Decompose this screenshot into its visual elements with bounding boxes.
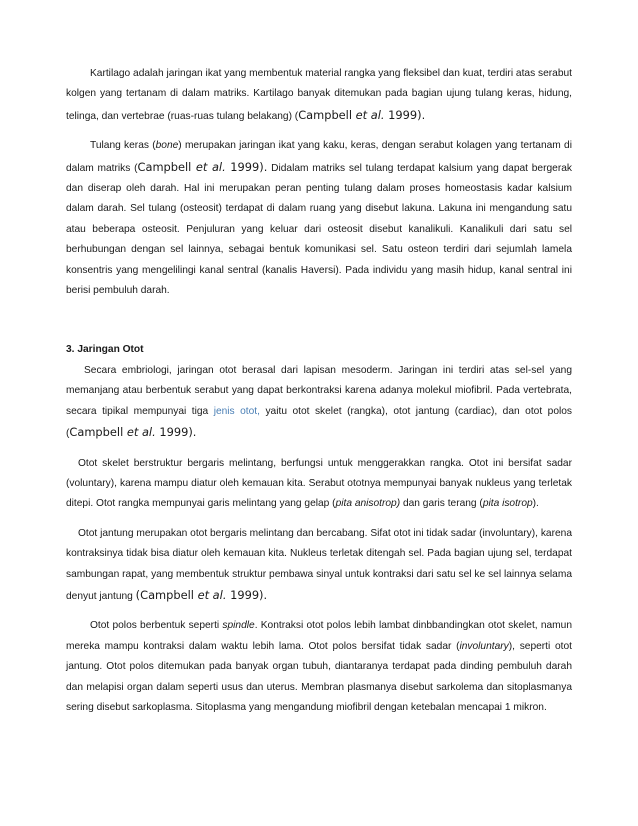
term-pita-isotrop: pita isotrop (482, 498, 533, 510)
paragraph-otot-jantung: Otot jantung merupakan otot bergaris melintang dan bercabang. Sifat otot ini tidak sadar (involuntary), karena kontraksinya tidak bisa diatur oleh kemauan kita. Nukleus terletak ditengah sel. Pada bagian ujung sel, terdapat sambungan rapat, yang membentuk struktur pembawa sinyal untuk kontraksi dari satu sel ke sel lainnya selama denyut jantung (Campbell et al. 1999). (66, 527, 572, 602)
citation: Campbell et al. 1999). (69, 425, 197, 440)
section-spacer (66, 310, 572, 340)
term-spindle: spindle (222, 620, 255, 632)
paragraph-otot-polos: Otot polos berbentuk seperti spindle. Kontraksi otot polos lebih lambat dinbbandingkan otot skelet, namun mereka mampu kontraksi dalam waktu lebih lama. Otot polos bersifat tidak sadar (involuntary), seperti otot jantung. Otot polos ditemukan pada banyak organ tubuh, diantaranya terdapat pada dinding pembuluh darah dan melapisi organ dalam seperti usus dan uterus. Membran plasmanya disebut sarkolema dan sitoplasmanya sering disebut sarkoplasma. Sitoplasma yang mengandung miofibril dengan ketebalan mencapai 1 mikron. (66, 620, 572, 713)
paragraph-text: Kartilago adalah jaringan ikat yang membentuk material rangka yang fleksibel dan kuat, terdiri atas serabut kolgen yang tertanam di dalam matriks. Kartilago banyak ditemukan pada bagian ujung tulang keras, hidung, telinga, dan vertebrae (ruas-ruas tulang belakang) ( (66, 68, 572, 122)
citation: Campbell et al. 1999). (298, 107, 426, 122)
link-jenis-otot[interactable]: jenis otot, (213, 405, 260, 417)
section-heading: 3. Jaringan Otot (66, 344, 144, 356)
paragraph-jaringan-otot: Secara embriologi, jaringan otot berasal dari lapisan mesoderm. Jaringan ini terdiri atas sel-sel yang memanjang atau berbentuk serabut yang dapat berkontraksi karena adanya molekul miofibril. Pada vertebrata, secara tipikal mempunyai tiga jenis otot, yaitu otot skelet (rangka), otot jantung (cardiac), dan otot polos (Campbell et al. 1999). (66, 364, 573, 440)
citation: Campbell et al. 1999). (137, 159, 268, 174)
citation: (Campbell et al. 1999). (135, 587, 268, 602)
term-bone: bone (155, 140, 179, 152)
term-pita-anisotrop: pita anisotrop) (335, 498, 401, 510)
paragraph-kartilago (66, 64, 572, 127)
paragraph-otot-skelet: Otot skelet berstruktur bergaris melintang, berfungsi untuk menggerakkan rangka. Otot ini bersifat sadar (voluntary), karena mampu diatur oleh kemauan kita. Serabut ototnya mempunyai banyak nukleus yang terletak ditepi. Otot rangka mempunyai garis melintang yang gelap (pita anisotrop) dan garis terang (pita isotrop). (66, 457, 572, 510)
document-page (66, 64, 572, 727)
term-involuntary: involuntary (459, 640, 509, 652)
paragraph-tulang-keras: Tulang keras (bone) merupakan jaringan ikat yang kaku, keras, dengan serabut kolagen yang tertanam di dalam matriks (Campbell et al. 1999). Didalam matriks sel tulang terdapat kalsium yang dapat bergerak dan diserap oleh darah. Hal ini merupakan peran penting tulang dalam proses homeostasis kadar kalsium dalam darah. Sel tulang (osteosit) terdapat di dalam ruang yang disebut lakuna. Lakuna ini mengandung satu atau beberapa osteosit. Penjuluran yang keluar dari osteosit disebut kanalikuli. Kanalikuli dari satu sel berhubungan dengan sel lainnya, sebagai bentuk komunikasi sel. Satu osteon terdiri dari sejumlah lamela konsentris yang mengelilingi kanal sentral (kanalis Haversi). Pada individu yang masih hidup, kanal sentral ini berisi pembuluh darah. (66, 140, 572, 297)
